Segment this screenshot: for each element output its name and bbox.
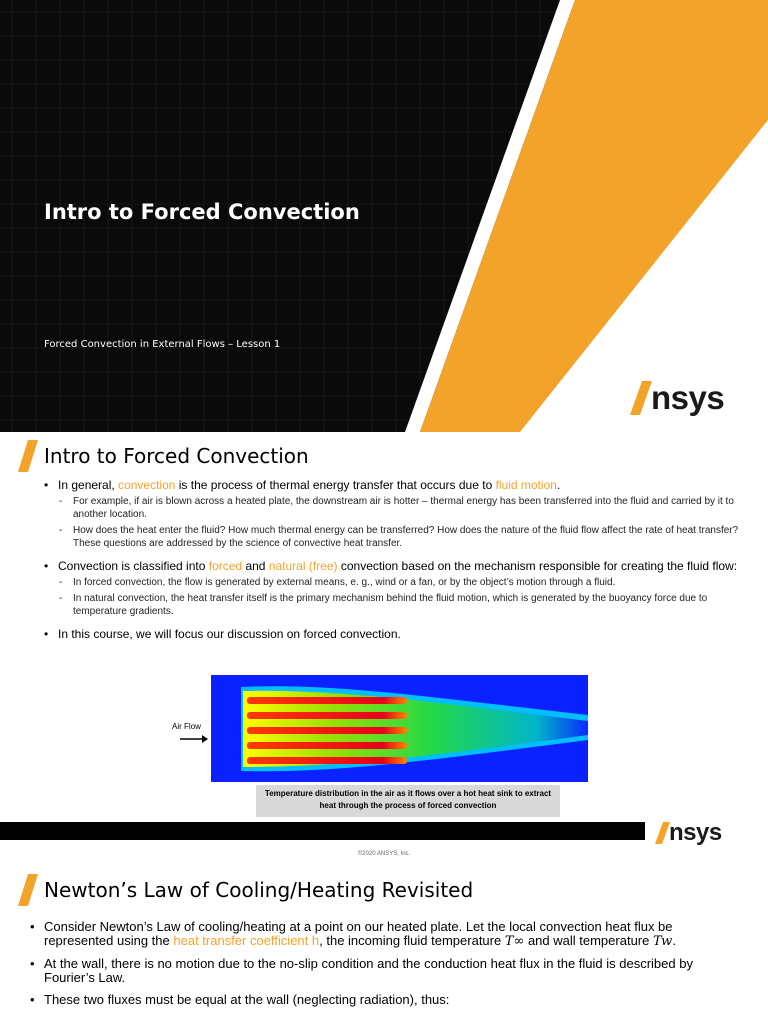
accent-slash-icon bbox=[18, 874, 40, 906]
sub-bullet: - In forced convection, the flow is generated by external means, e. g., wind or a fan, or by the object’s motion through a fluid. bbox=[40, 576, 740, 589]
ansys-logo bbox=[630, 378, 724, 418]
term-natural: natural (free) bbox=[268, 559, 338, 573]
term-heat-transfer-coefficient: heat transfer coefficient h bbox=[173, 933, 320, 948]
term-fluid-motion: fluid motion bbox=[495, 478, 557, 492]
term-forced: forced bbox=[208, 559, 243, 573]
sub-bullet: - How does the heat enter the fluid? How much thermal energy can be transferred? How does the nature of the fluid flow affect the rate of heat transfer? These questions are addressed by the science of convective heat transfer. bbox=[40, 524, 740, 550]
footer-bar bbox=[0, 822, 645, 840]
symbol-t-wall: Tw bbox=[652, 934, 673, 949]
ansys-logo bbox=[655, 820, 722, 846]
bullet-course-focus: • In this course, we will focus our discussion on forced convection. bbox=[40, 627, 740, 642]
content-slide-newton bbox=[0, 868, 768, 1024]
copyright-text: ©2020 ANSYS, Inc. bbox=[357, 851, 411, 857]
slide-heading: Newton’s Law of Cooling/Heating Revisited bbox=[44, 878, 474, 902]
temperature-contour-image bbox=[211, 675, 588, 782]
arrow-right-icon bbox=[180, 735, 208, 743]
bullet-newton-law: • Consider Newton’s Law of cooling/heating at a point on our heated plate. Let the local convection heat flux be represented using the heat transfer coefficient h, the incoming fluid temperature T∞ and wall temperature Tw. bbox=[26, 920, 726, 949]
ansys-logo-text: nsys bbox=[651, 379, 725, 416]
bullet-convection: • In general, convection is the process of thermal energy transfer that occurs due to fluid motion. bbox=[40, 478, 740, 493]
bullet-flux-balance: • These two fluxes must be equal at the wall (neglecting radiation), thus: bbox=[26, 993, 726, 1007]
sub-bullet: - For example, if air is blown across a heated plate, the downstream air is hotter – thermal energy has been transferred into the fluid and carried by it to another location. bbox=[40, 495, 740, 521]
symbol-t-infinity: T∞ bbox=[504, 934, 525, 949]
sub-bullet: - In natural convection, the heat transfer itself is the primary mechanism behind the fluid motion, which is generated by the buoyancy force due to temperature gradients. bbox=[40, 592, 740, 618]
bullet-classification: • Convection is classified into forced and natural (free) convection based on the mechanism responsible for creating the fluid flow: bbox=[40, 559, 740, 574]
air-flow-label: Air Flow bbox=[172, 722, 201, 731]
accent-slash-icon bbox=[18, 440, 40, 472]
ansys-logo-text: nsys bbox=[669, 819, 722, 846]
slide-subtitle: Forced Convection in External Flows – Lesson 1 bbox=[44, 339, 281, 350]
term-convection: convection bbox=[118, 478, 176, 492]
content-slide-intro bbox=[0, 432, 768, 868]
bullet-list bbox=[26, 920, 726, 1015]
slide-heading: Intro to Forced Convection bbox=[44, 444, 309, 468]
figure-caption: Temperature distribution in the air as it flows over a hot heat sink to extract heat through the process of forced convection bbox=[256, 785, 560, 817]
bullet-list bbox=[40, 478, 740, 644]
slide-title: Intro to Forced Convection bbox=[44, 200, 360, 224]
title-slide bbox=[0, 0, 768, 432]
bullet-no-slip: • At the wall, there is no motion due to the no-slip condition and the conduction heat flux in the fluid is described by Fourier’s Law. bbox=[26, 957, 726, 985]
